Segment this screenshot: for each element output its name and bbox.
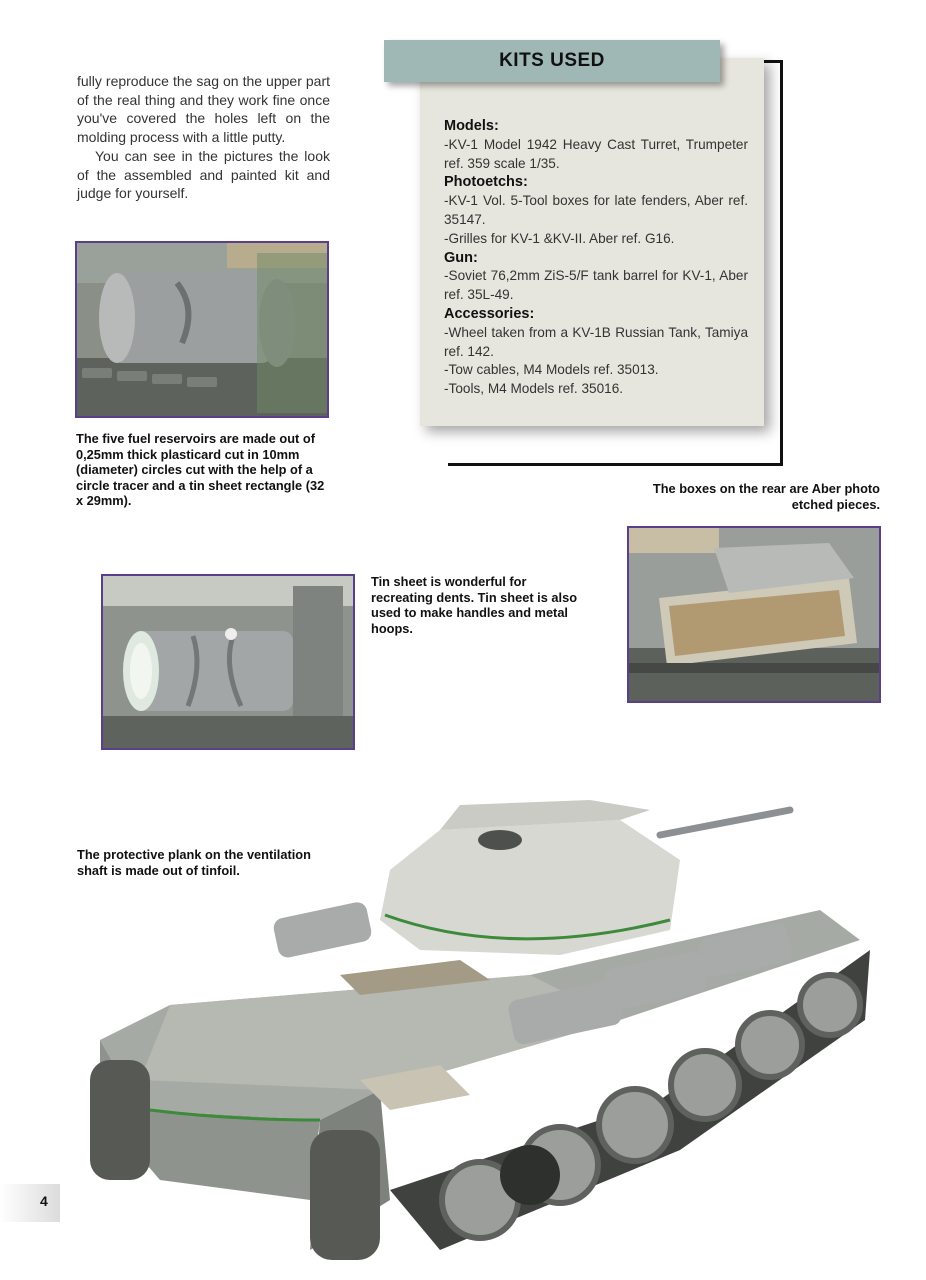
kits-heading-gun: Gun: bbox=[444, 249, 478, 266]
tin-caption: Tin sheet is wonderful for recreating dents. Tin sheet is also used to make handles and metal hoops. bbox=[371, 574, 578, 636]
intro-text bbox=[77, 72, 330, 203]
kits-item: -Grilles for KV-1 &KV-II. Aber ref. G16. bbox=[444, 230, 675, 246]
rear-boxes-illustration bbox=[629, 528, 879, 701]
boxes-caption: The boxes on the rear are Aber photo etched pieces. bbox=[652, 481, 880, 512]
kits-item: -KV-1 Model 1942 Heavy Cast Turret, Trumpeter ref. 359 scale 1/35. bbox=[444, 136, 748, 171]
rear-boxes-photo bbox=[627, 526, 881, 703]
page-number-tab bbox=[0, 1184, 60, 1222]
dented-tank-photo bbox=[101, 574, 355, 750]
kits-heading-models: Models: bbox=[444, 118, 499, 134]
intro-paragraph-2: You can see in the pictures the look of the assembled and painted kit and judge for yourself. bbox=[77, 147, 330, 202]
fuel-tank-illustration bbox=[77, 243, 327, 416]
kits-heading-accessories: Accessories: bbox=[444, 305, 535, 322]
page-number: 4 bbox=[40, 1193, 48, 1209]
intro-paragraph-1: fully reproduce the sag on the upper part of the real thing and they work fine once you've covered the holes left on the molding process with a little putty. bbox=[77, 73, 330, 146]
kits-item: -Tools, M4 Models ref. 35016. bbox=[444, 381, 624, 397]
plank-caption: The protective plank on the ventilation shaft is made out of tinfoil. bbox=[77, 847, 311, 878]
kits-used-title: KITS USED bbox=[384, 40, 720, 82]
kits-item: -Wheel taken from a KV-1B Russian Tank, Tamiya ref. 142. bbox=[444, 324, 748, 359]
fuel-tank-photo bbox=[75, 241, 329, 418]
kits-item: -Soviet 76,2mm ZiS-5/F tank barrel for KV-1, Aber ref. 35L-49. bbox=[444, 268, 748, 303]
dented-tank-illustration bbox=[103, 576, 353, 748]
kits-item: -Tow cables, M4 Models ref. 35013. bbox=[444, 362, 659, 378]
kits-used-list bbox=[444, 117, 748, 399]
kits-heading-photoetchs: Photoetchs: bbox=[444, 174, 528, 191]
fuel-caption: The five fuel reservoirs are made out of 0,25mm thick plasticard cut in 10mm (diameter) circles cut with the help of a circle tracer and a tin sheet rectangle (32 x 29mm). bbox=[76, 431, 325, 508]
kits-item: -KV-1 Vol. 5-Tool boxes for late fenders, Aber ref. 35147. bbox=[444, 193, 748, 227]
kv1-tank-model-photo bbox=[60, 780, 926, 1280]
